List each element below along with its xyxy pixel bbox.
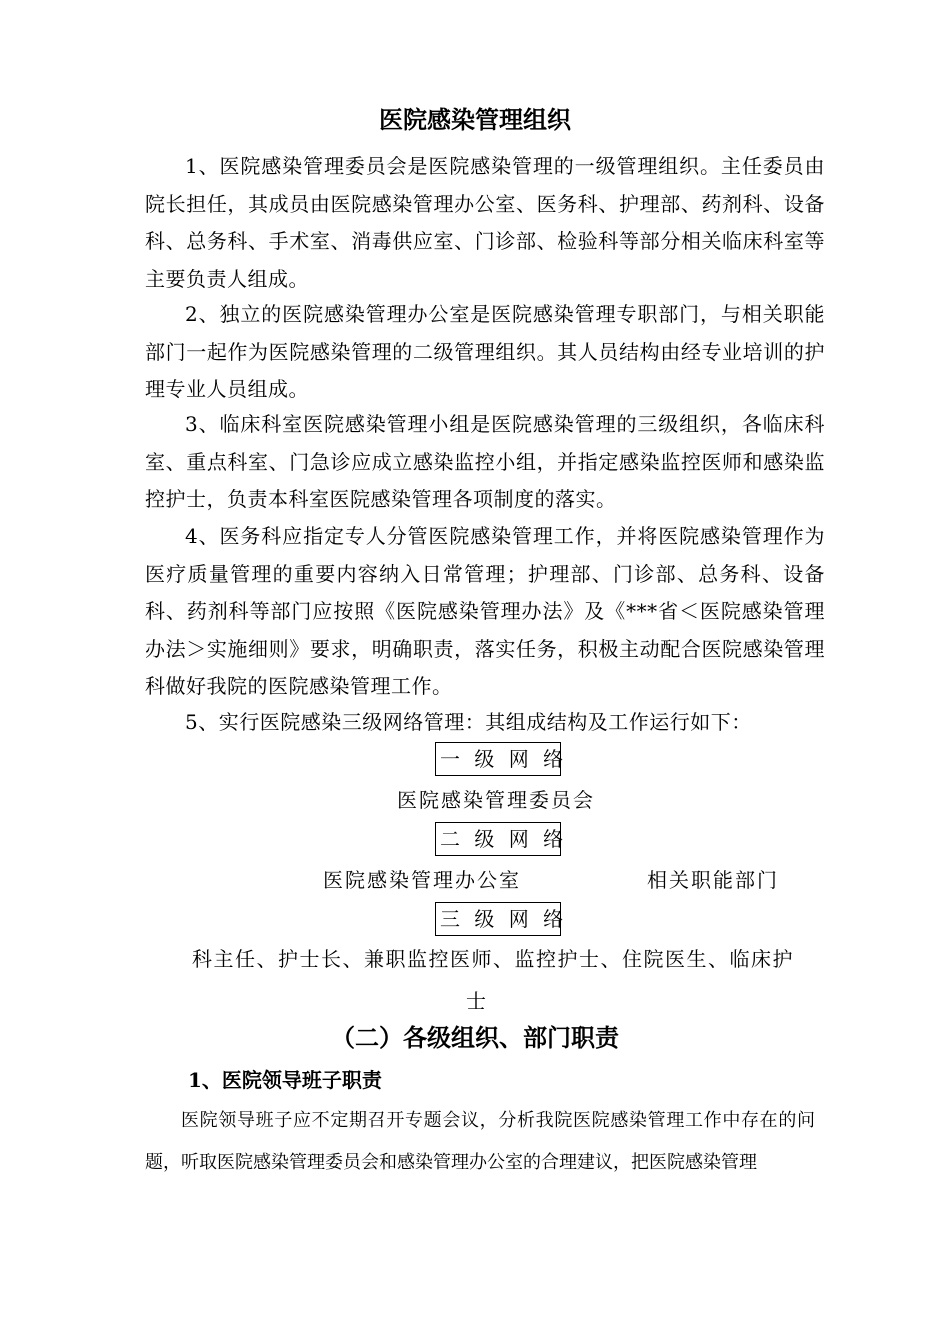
page-title: 医院感染管理组织 [379,105,571,134]
level1-box [435,742,564,776]
paragraph-2-block [145,296,825,409]
paragraph-4-block [145,518,825,706]
paragraph-3: 3、临床科室医院感染管理小组是医院感染管理的三级组织，各临床科室、重点科室、门急诊应成立感染监控小组，并指定感染监控医师和感染监控护士，负责本科室医院感染管理各项制度的落实。 [145,412,825,511]
paragraph-3-block [145,406,825,519]
level3-box [435,902,564,936]
level2-box-label: 二 级 网 络 [440,827,564,851]
level3-box-label: 三 级 网 络 [440,907,564,931]
paragraph-5-block [145,704,825,742]
level1-text: 医院感染管理委员会 [397,788,595,812]
level2-box [435,822,564,856]
paragraph-1-block [145,148,825,298]
paragraph-5: 5、实行医院感染三级网络管理：其组成结构及工作运行如下： [185,710,752,734]
level3-text-line1: 科主任、护士长、兼职监控医师、监控护士、住院医生、临床护 [192,947,794,971]
subsection-1-title: 1、医院领导班子职责 [188,1068,382,1092]
section-2-title: （二）各级组织、部门职责 [331,1023,619,1052]
paragraph-4: 4、医务科应指定专人分管医院感染管理工作，并将医院感染管理作为医疗质量管理的重要内容纳入日常管理；护理部、门诊部、总务科、设备科、药剂科等部门应按照《医院感染管理办法》及《***省＜医院感染管理办法＞实施细则》要求，明确职责，落实任务，积极主动配合医院感染管理科做好我院的医院感染管理工作。 [145,524,825,698]
subsection-1-text: 医院领导班子应不定期召开专题会议，分析我院医院感染管理工作中存在的问题，听取医院感染管理委员会和感染管理办公室的合理建议，把医院感染管理 [145,1110,815,1173]
level2-right-text: 相关职能部门 [647,868,779,892]
level2-left-text: 医院感染管理办公室 [323,868,521,892]
level1-box-label: 一 级 网 络 [440,747,564,771]
paragraph-2: 2、独立的医院感染管理办公室是医院感染管理专职部门，与相关职能部门一起作为医院感染管理的二级管理组织。其人员结构由经专业培训的护理专业人员组成。 [145,302,825,401]
paragraph-1: 1、医院感染管理委员会是医院感染管理的一级管理组织。主任委员由院长担任，其成员由医院感染管理办公室、医务科、护理部、药剂科、设备科、总务科、手术室、消毒供应室、门诊部、检验科等部分相关临床科室等主要负责人组成。 [145,154,825,291]
subsection-1-block [145,1100,815,1184]
level3-text-line2: 士 [466,989,488,1013]
